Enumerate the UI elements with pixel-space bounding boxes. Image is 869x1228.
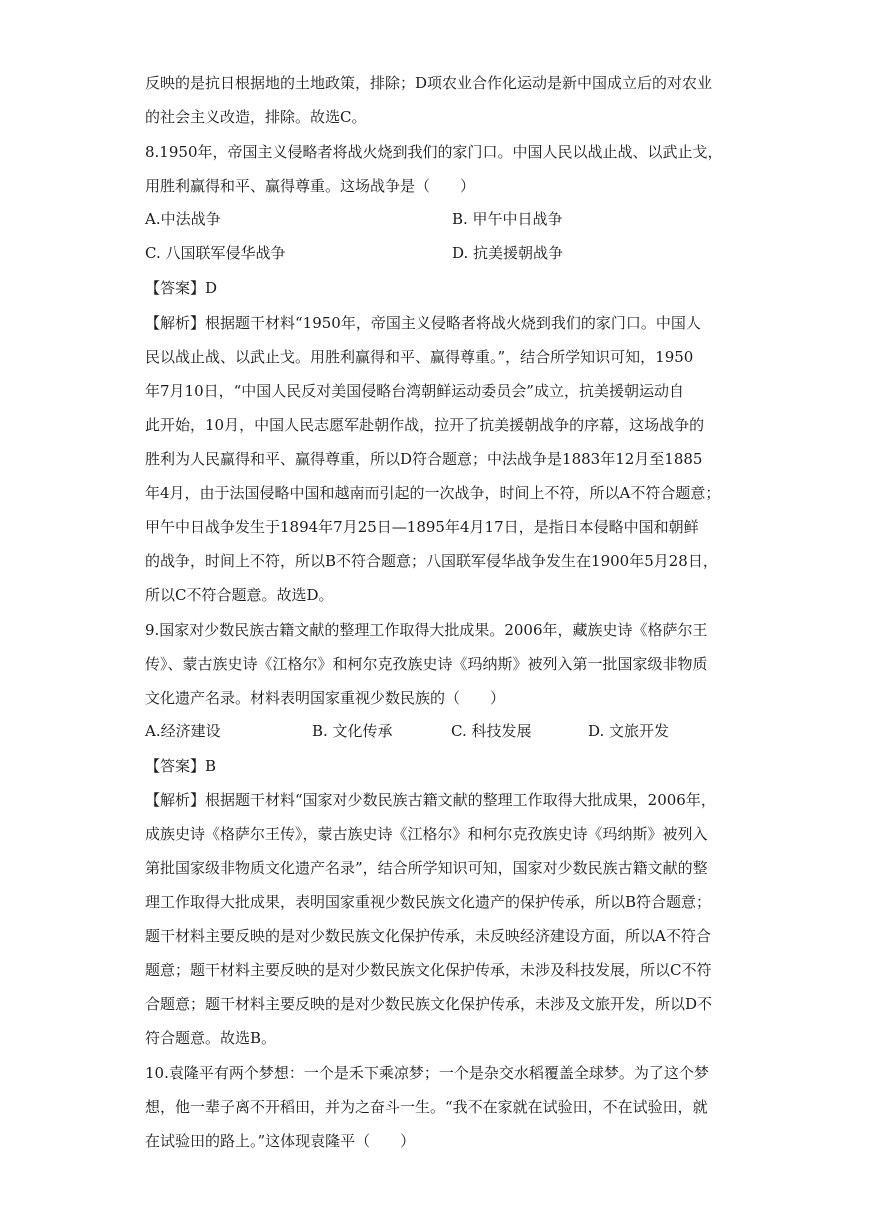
question-stem-line: 10.袁隆平有两个梦想：一个是禾下乘凉梦；一个是杂交水稻覆盖全球梦。为了这个梦 — [145, 1064, 709, 1082]
analysis-line: 年7月10日，“中国人民反对美国侵略台湾朝鲜运动委员会”成立，抗美援朝运动自 — [145, 382, 684, 400]
option-c: C. 八国联军侵华战争 — [145, 244, 286, 262]
question-stem-line: 8.1950年，帝国主义侵略者将战火烧到我们的家门口。中国人民以战止战、以武止戈， — [145, 143, 723, 161]
analysis-line: 题意；题干材料主要反映的是对少数民族文化保护传承，未涉及科技发展，所以C不符 — [145, 961, 712, 979]
analysis-line: 甲午中日战争发生于1894年7月25日—1895年4月17日，是指日本侵略中国和朝鲜 — [145, 518, 699, 536]
analysis-line: 符合题意。故选B。 — [145, 1029, 277, 1047]
analysis-line: 年4月，由于法国侵略中国和越南而引起的一次战争，时间上不符，所以A不符合题意； — [145, 484, 721, 502]
option-b: B. 文化传承 — [312, 722, 393, 740]
option-d: D. 文旅开发 — [588, 722, 670, 740]
analysis-line: 所以C不符合题意。故选D。 — [145, 586, 334, 604]
question-stem-line: 9.国家对少数民族古籍文献的整理工作取得大批成果。2006年，藏族史诗《格萨尔王 — [145, 621, 708, 639]
option-a: A.中法战争 — [145, 210, 221, 228]
analysis-line: 成族史诗《格萨尔王传》，蒙古族史诗《江格尔》和柯尔克孜族史诗《玛纳斯》被列入 — [145, 825, 708, 843]
question-stem-line: 在试验田的路上。”这体现袁隆平（ ） — [145, 1132, 416, 1150]
option-b: B. 甲午中日战争 — [452, 210, 563, 228]
answer-line: 【答案】B — [145, 757, 217, 775]
question-stem-line: 想，他一辈子离不开稻田，并为之奋斗一生。“我不在家就在试验田，不在试验田，就 — [145, 1098, 708, 1116]
answer-line: 【答案】D — [145, 279, 218, 297]
analysis-line: 合题意；题干材料主要反映的是对少数民族文化保护传承，未涉及文旅开发，所以D不 — [145, 995, 713, 1013]
analysis-line: 的战争，时间上不符，所以B不符合题意；八国联军侵华战争发生在1900年5月28日， — [145, 552, 718, 570]
analysis-line: 【解析】根据题干材料“国家对少数民族古籍文献的整理工作取得大批成果，2006年， — [145, 791, 716, 809]
text-line: 的社会主义改造，排除。故选C。 — [145, 108, 367, 126]
analysis-line: 【解析】根据题干材料“1950年，帝国主义侵略者将战火烧到我们的家门口。中国人 — [145, 314, 701, 332]
analysis-line: 题干材料主要反映的是对少数民族文化保护传承，未反映经济建设方面，所以A不符合 — [145, 927, 711, 945]
option-d: D. 抗美援朝战争 — [452, 244, 564, 262]
question-stem-line: 用胜利赢得和平、赢得尊重。这场战争是（ ） — [145, 177, 476, 195]
analysis-line: 此开始，10月，中国人民志愿军赴朝作战，拉开了抗美援朝战争的序幕，这场战争的 — [145, 416, 705, 434]
question-stem-line: 传》、蒙古族史诗《江格尔》和柯尔克孜族史诗《玛纳斯》被列入第一批国家级非物质 — [145, 655, 708, 673]
option-c: C. 科技发展 — [451, 722, 532, 740]
question-stem-line: 文化遗产名录。材料表明国家重视少数民族的（ ） — [145, 689, 506, 707]
text-line: 反映的是抗日根据地的土地政策，排除；D项农业合作化运动是新中国成立后的对农业 — [145, 74, 713, 92]
analysis-line: 理工作取得大批成果，表明国家重视少数民族文化遗产的保护传承，所以B符合题意； — [145, 893, 712, 911]
analysis-line: 民以战止战、以武止戈。用胜利赢得和平、赢得尊重。”，结合所学知识可知，1950 — [145, 348, 694, 366]
option-a: A.经济建设 — [145, 722, 221, 740]
analysis-line: 胜利为人民赢得和平、赢得尊重，所以D符合题意；中法战争是1883年12月至1885 — [145, 450, 703, 468]
analysis-line: 第批国家级非物质文化遗产名录”，结合所学知识可知，国家对少数民族古籍文献的整 — [145, 859, 708, 877]
